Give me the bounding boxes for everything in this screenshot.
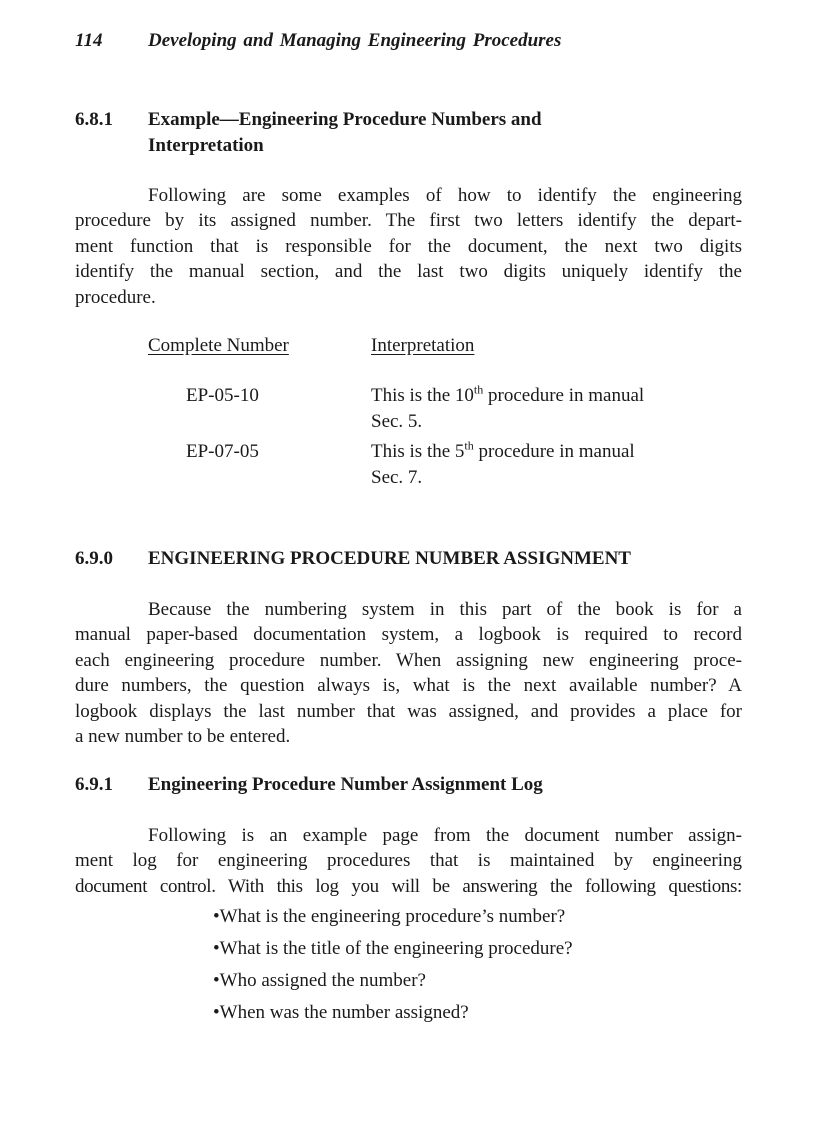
paragraph-line: procedure.	[75, 286, 156, 308]
section-6-8-1-title-line-1: Example—Engineering Procedure Numbers and	[148, 109, 542, 130]
section-6-9-1-paragraph	[75, 823, 742, 899]
section-6-8-1-number: 6.8.1	[75, 109, 113, 130]
interp-sup: th	[473, 382, 484, 397]
interp-text: procedure in manual	[483, 385, 645, 406]
section-6-8-1-paragraph	[75, 183, 742, 310]
interp-text: This is the 10	[371, 385, 474, 406]
table-row-1-interpretation	[371, 382, 645, 407]
section-6-9-0-title: ENGINEERING PROCEDURE NUMBER ASSIGNMENT	[148, 548, 631, 569]
section-6-8-1-title-line-2: Interpretation	[148, 135, 264, 156]
page-number: 114	[75, 30, 103, 51]
table-row-2-interpretation	[371, 438, 635, 463]
bullet-item: •What is the title of the engineering procedure?	[213, 938, 573, 959]
bullet-item: •Who assigned the number?	[213, 970, 426, 991]
paragraph-line: Because the numbering system in this part of the book is for a	[148, 599, 742, 620]
bullet-item: •When was the number assigned?	[213, 1002, 469, 1023]
paragraph-line: manual paper-based documentation system, a logbook is required to record	[75, 624, 742, 646]
paragraph-line: identify the manual section, and the last two digits uniquely identify the	[75, 261, 742, 283]
paragraph-line: procedure by its assigned number. The first two letters identify the depart-	[75, 210, 742, 232]
table-header-complete-number: Complete Number	[148, 335, 289, 356]
interp-text: This is the 5	[371, 441, 465, 462]
interp-sup: th	[464, 438, 474, 453]
bullet-item: •What is the engineering procedure’s number?	[213, 906, 566, 927]
table-header-interpretation: Interpretation	[371, 335, 475, 356]
paragraph-line: ment log for engineering procedures that is maintained by engineering	[75, 850, 742, 872]
table-row-2-number: EP-07-05	[186, 441, 259, 462]
paragraph-line: a new number to be entered.	[75, 726, 291, 748]
table-row-2-interpretation-line-2: Sec. 7.	[371, 467, 423, 488]
paragraph-line: Following is an example page from the document number assign-	[148, 825, 742, 846]
paragraph-line: document control. With this log you will be answering the following questions:	[75, 875, 742, 897]
running-title: Developing and Managing Engineering Procedures	[148, 30, 562, 51]
interp-text: procedure in manual	[473, 441, 635, 462]
section-6-9-0-number: 6.9.0	[75, 548, 113, 569]
paragraph-line: Following are some examples of how to identify the engineering	[148, 185, 742, 206]
paragraph-line: each engineering procedure number. When assigning new engineering proce-	[75, 649, 742, 671]
section-6-9-1-title: Engineering Procedure Number Assignment Log	[148, 774, 543, 795]
table-row-1-number: EP-05-10	[186, 385, 259, 406]
paragraph-line: ment function that is responsible for the document, the next two digits	[75, 235, 742, 257]
paragraph-line: dure numbers, the question always is, what is the next available number? A	[75, 675, 742, 697]
paragraph-line: logbook displays the last number that was assigned, and provides a place for	[75, 700, 742, 722]
section-6-9-1-number: 6.9.1	[75, 774, 113, 795]
section-6-9-0-paragraph	[75, 597, 742, 749]
table-row-1-interpretation-line-2: Sec. 5.	[371, 411, 423, 432]
